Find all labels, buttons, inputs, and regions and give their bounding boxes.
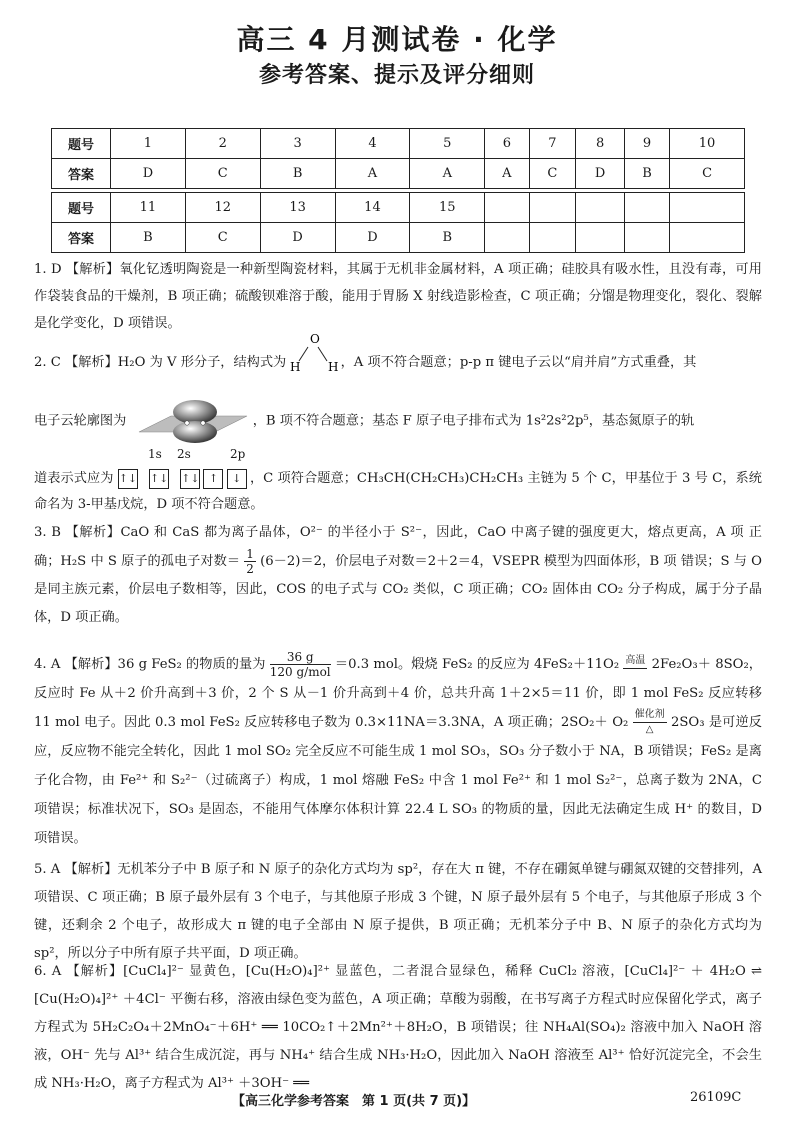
answer-2-text-f: ，C 项符合题意；CH₃CH(CH₂CH₃)CH₂CH₃ 主链为 5 个 C，甲基位于 3 号 [249, 471, 708, 486]
fraction-denominator: 2 [246, 562, 254, 576]
answer-4 [34, 650, 762, 853]
answer-4-text-f: 2SO₃ 是可逆反应，反应物不能完全转化，因此 1 mol SO₂ 完全反应不可能生成 1 mol SO₃，SO₃ 分子数小于 NA，B 项错误；FeS₂ 是离子化合物，由 Fe²⁺ 和 S₂²⁻（过硫离子）构成，1 mol 熔融 FeS₂ 中含 1 mol Fe²⁺ 和 1 mol S₂²⁻，总离子数为 2NA，C 项错误；标准状况下，SO₃ 是固态，不能用气体摩尔体积计算 22.4 L SO₃ 的物质的量，因此无法确定生成 H⁺ 的数目，D 项错误。 [34, 715, 762, 846]
orbital-box: ↑↓ [180, 469, 200, 489]
answer-5: 5. A 【解析】无机苯分子中 B 原子和 N 原子的杂化方式均为 sp²，存在大 π 键，不存在硼氮单键与硼氮双键的交替排列，A 项错误、C 项正确；B 原子最外层有 3 个电子，与其他原子形成 3 个键，N 原子最外层有 5 个电子，与其他原子形成 3 个键，还剩余 2 个电子，故形成大 π 键的电子全部由 N 原子提供，B 项正确；无机苯分子中 B、N 原子的杂化方式均为 sp²，所以分子中所有原子共平面，D 项正确。 [34, 862, 762, 961]
table-cell: D [576, 159, 625, 189]
answer-2 [34, 331, 762, 378]
orbital-box: ↓ [227, 469, 247, 489]
fraction-denominator: 120 g/mol [269, 665, 331, 679]
catalyst-label: 催化剂 [633, 708, 667, 723]
water-bond-left [299, 347, 308, 361]
answer-3-text-d: 错误；S 与 O 是同主族元素，价层电子数相等，因此，COS 的电子式与 CO₂ 类似，C 项正确；CO₂ 固体由 CO₂ 分子构成，属于分子晶体，D 项正确。 [34, 554, 762, 625]
orbital-box: ↑↓ [149, 469, 169, 489]
table-cell: 11 [111, 193, 186, 223]
table-cell: 6 [485, 129, 529, 159]
table-cell: 13 [260, 193, 335, 223]
table-cell: 5 [410, 129, 485, 159]
table-row [52, 129, 745, 159]
table-row [52, 193, 745, 223]
pi-bond-orbital-icon [131, 398, 249, 444]
table-cell: A [485, 159, 529, 189]
table-cell [529, 193, 576, 223]
footer-code: 26109C [690, 1090, 742, 1105]
table-cell: 8 [576, 129, 625, 159]
answer-2-text-c: 电子云轮廓图为 [34, 413, 127, 429]
table-cell: 7 [529, 129, 576, 159]
orbital-box: ↑↓ [118, 469, 138, 489]
answer-6: 6. A 【解析】[CuCl₄]²⁻ 显黄色，[Cu(H₂O)₄]²⁺ 显蓝色，二者混合显绿色，稀释 CuCl₂ 溶液，[CuCl₄]²⁻ ＋ 4H₂O ⇌ [Cu(H₂O)₄]²⁺ ＋4Cl⁻ 平衡右移，溶液由绿色变为蓝色，A 项正确；草酸为弱酸，在书写离子方程式时应保留化学式，离子方程式为 5H₂C₂O₄＋2MnO₄⁻＋6H⁺ ══ 10CO₂↑＋2Mn²⁺＋8H₂O，B 项错误；往 NH₄Al(SO₄)₂ 溶液中加入 NaOH 溶液，OH⁻ 先与 Al³⁺ 结合生成沉淀，再与 NH₄⁺ 结合生成 NH₃·H₂O，因此加入 NaOH 溶液至 Al³⁺ 恰好沉淀完全，不会生成 NH₃·H₂O，离子方程式为 Al³⁺ ＋3OH⁻ ══ [34, 964, 762, 1091]
answer-1: 1. D 【解析】氧化钇透明陶瓷是一种新型陶瓷材料，其属于无机非金属材料，A 项正确；硅胶具有吸水性，且没有毒，可用作袋装食品的干燥剂，B 项正确；硫酸钡难溶于酸，能用于胃肠 X 射线造影检查，C 项正确；分馏是物理变化，裂化、裂解是化学变化，D 项错误。 [34, 262, 762, 331]
table-cell: A [335, 159, 410, 189]
row-label: 题号 [52, 193, 111, 223]
answer-2-text-a: 2. C 【解析】H₂O 为 V 形分子，结构式为 [34, 355, 287, 370]
table-cell: B [260, 159, 335, 189]
answer-table [51, 128, 745, 253]
answer-2-line2 [34, 398, 762, 444]
fraction [244, 547, 256, 576]
answer-3-text-a: 3. B 【解析】CaO 和 CaS 都为离子晶体，O²⁻ 的半径小于 S²⁻，因此，CaO 中离子键的强度更大，熔点更高，A 项 [34, 525, 745, 540]
table-row [52, 223, 745, 253]
table-cell: D [260, 223, 335, 253]
answer-3 [34, 519, 762, 632]
water-h-right: H [328, 359, 339, 374]
answer-2-text-g: C，系统命名为 3-甲基戊烷，D 项不符合题意。 [34, 471, 762, 512]
table-cell [485, 193, 529, 223]
table-cell: A [410, 159, 485, 189]
water-h-left: H [290, 359, 301, 374]
table-row [52, 159, 745, 189]
answer-2-line3 [34, 466, 762, 518]
answer-4-text-e: O₂ [612, 715, 629, 730]
table-cell: 14 [335, 193, 410, 223]
table-cell [670, 193, 745, 223]
table-cell: C [185, 159, 260, 189]
orbital-box: ↑ [203, 469, 223, 489]
answer-4-text-a: 4. A 【解析】36 g FeS₂ 的物质的量为 [34, 657, 266, 672]
page-title: 高三 4 月测试卷 · 化学 [236, 23, 558, 56]
table-cell [529, 223, 576, 253]
answer-3-text-c: (6－2)＝2，价层电子对数＝2＋2＝4，VSEPR 模型为四面体形，B 项 [260, 554, 677, 569]
orbital-label-1s: 1s [148, 447, 162, 461]
table-cell: C [670, 159, 745, 189]
answer-3-text-b: 正确；H₂S 中 S 原子的孤电子对数＝ [34, 525, 762, 569]
orbital-label-2s: 2s [177, 447, 191, 461]
table-cell: 9 [625, 129, 670, 159]
row-label: 答案 [52, 223, 111, 253]
answer-4-text-d: 8SO₂，反应时 Fe 从＋2 价升高到＋3 价，2 个 S 从－1 价升高到＋4 价，总共升高 1＋2×5＝11 价，即 1 mol FeS₂ 反应转移 11 mol 电子。因此 0.3 mol FeS₂ 反应转移电子数为 0.3×11NA＝3.3NA，A 项正确；2SO₂＋ [34, 657, 762, 730]
reaction-condition [633, 708, 667, 737]
table-cell: C [185, 223, 260, 253]
answer-4-text-b: ＝0.3 mol。煅烧 FeS₂ 的反应为 4FeS₂＋11O₂ [334, 657, 620, 672]
reaction-condition [623, 654, 647, 675]
water-bond-right [318, 347, 327, 361]
table-cell: B [410, 223, 485, 253]
table-cell: 12 [185, 193, 260, 223]
table-cell [625, 223, 670, 253]
table-cell: B [111, 223, 186, 253]
fraction-numerator: 1 [246, 547, 254, 561]
fraction-numerator: 36 g [270, 650, 331, 665]
answer-4-text-c: 2Fe₂O₃＋ [651, 657, 711, 672]
row-label: 答案 [52, 159, 111, 189]
footer-label: 【高三化学参考答案 第 1 页(共 7 页)】 [232, 1094, 476, 1109]
table-cell [576, 223, 625, 253]
orbital-label-2p: 2p [230, 447, 246, 461]
condition-label: 高温 [623, 654, 647, 669]
table-cell: B [625, 159, 670, 189]
water-o-label: O [310, 331, 321, 346]
table-cell: D [111, 159, 186, 189]
table-cell: 10 [670, 129, 745, 159]
heat-label: △ [645, 724, 654, 735]
fraction [270, 650, 331, 679]
table-cell: 3 [260, 129, 335, 159]
page-subtitle: 参考答案、提示及评分细则 [258, 63, 535, 88]
answer-2-text-d: ，B 项不符合题意；基态 F 原子电子排布式为 1s²2s²2p⁵，基态氮原子的轨 [252, 413, 695, 429]
table-cell [625, 193, 670, 223]
answer-2-text-e: 道表示式应为 [34, 471, 114, 486]
table-cell [576, 193, 625, 223]
table-cell: C [529, 159, 576, 189]
table-cell: 4 [335, 129, 410, 159]
row-label: 题号 [52, 129, 111, 159]
table-cell: D [335, 223, 410, 253]
table-cell: 2 [185, 129, 260, 159]
table-cell [670, 223, 745, 253]
table-cell: 15 [410, 193, 485, 223]
water-structure [290, 331, 339, 374]
table-cell: 1 [111, 129, 186, 159]
water-structure-drawing [290, 331, 339, 375]
answer-2-text-b: ，A 项不符合题意；p-p π 键电子云以“肩并肩”方式重叠，其 [340, 355, 697, 370]
table-cell [485, 223, 529, 253]
